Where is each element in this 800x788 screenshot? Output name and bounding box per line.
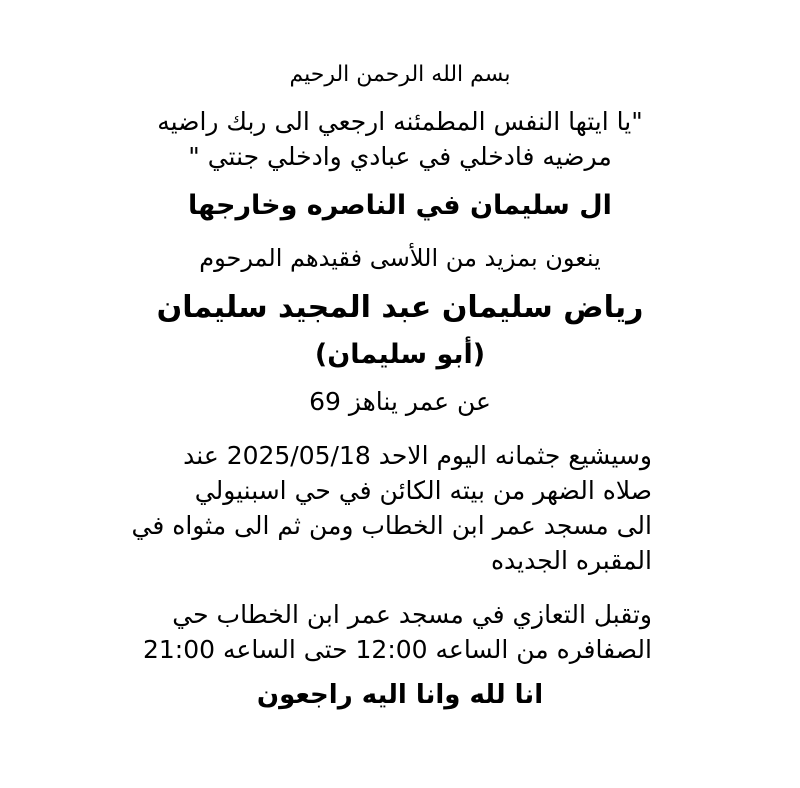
basmala: بسم الله الرحمن الرحيم — [289, 62, 511, 87]
condolence-line-2: الصفافره من الساعه 12:00 حتى الساعه 21:00 — [143, 635, 652, 664]
funeral-details — [112, 438, 652, 578]
condolence-line-1: وتقبل التعازي في مسجد عمر ابن الخطاب حي — [172, 600, 652, 629]
funeral-line-3: الى مسجد عمر ابن الخطاب ومن ثم الى مثواه في — [131, 511, 652, 540]
funeral-line-4: المقبره الجديده — [490, 546, 652, 575]
deceased-age: عن عمر يناهز 69 — [309, 387, 491, 416]
deceased-name: رياض سليمان عبد المجيد سليمان — [156, 290, 644, 325]
condolence-details — [112, 597, 652, 667]
deceased-nickname: (أبو سليمان) — [314, 339, 486, 370]
family-heading: ال سليمان في الناصره وخارجها — [188, 190, 612, 221]
mourning-announcement: ينعون بمزيد من اللأسى فقيدهم المرحوم — [199, 244, 601, 272]
funeral-line-1: وسيشيع جثمانه اليوم الاحد 2025/05/18 عند — [183, 441, 652, 470]
closing-verse: انا لله وانا اليه راجعون — [256, 680, 544, 710]
verse-line-1: "يا ايتها النفس المطمئنه ارجعي الى ربك راضيه — [157, 107, 643, 136]
verse-line-2: مرضيه فادخلي في عبادي وادخلي جنتي " — [188, 142, 612, 171]
funeral-line-2: صلاه الضهر من بيته الكائن في حي اسبنيولي — [194, 476, 652, 505]
